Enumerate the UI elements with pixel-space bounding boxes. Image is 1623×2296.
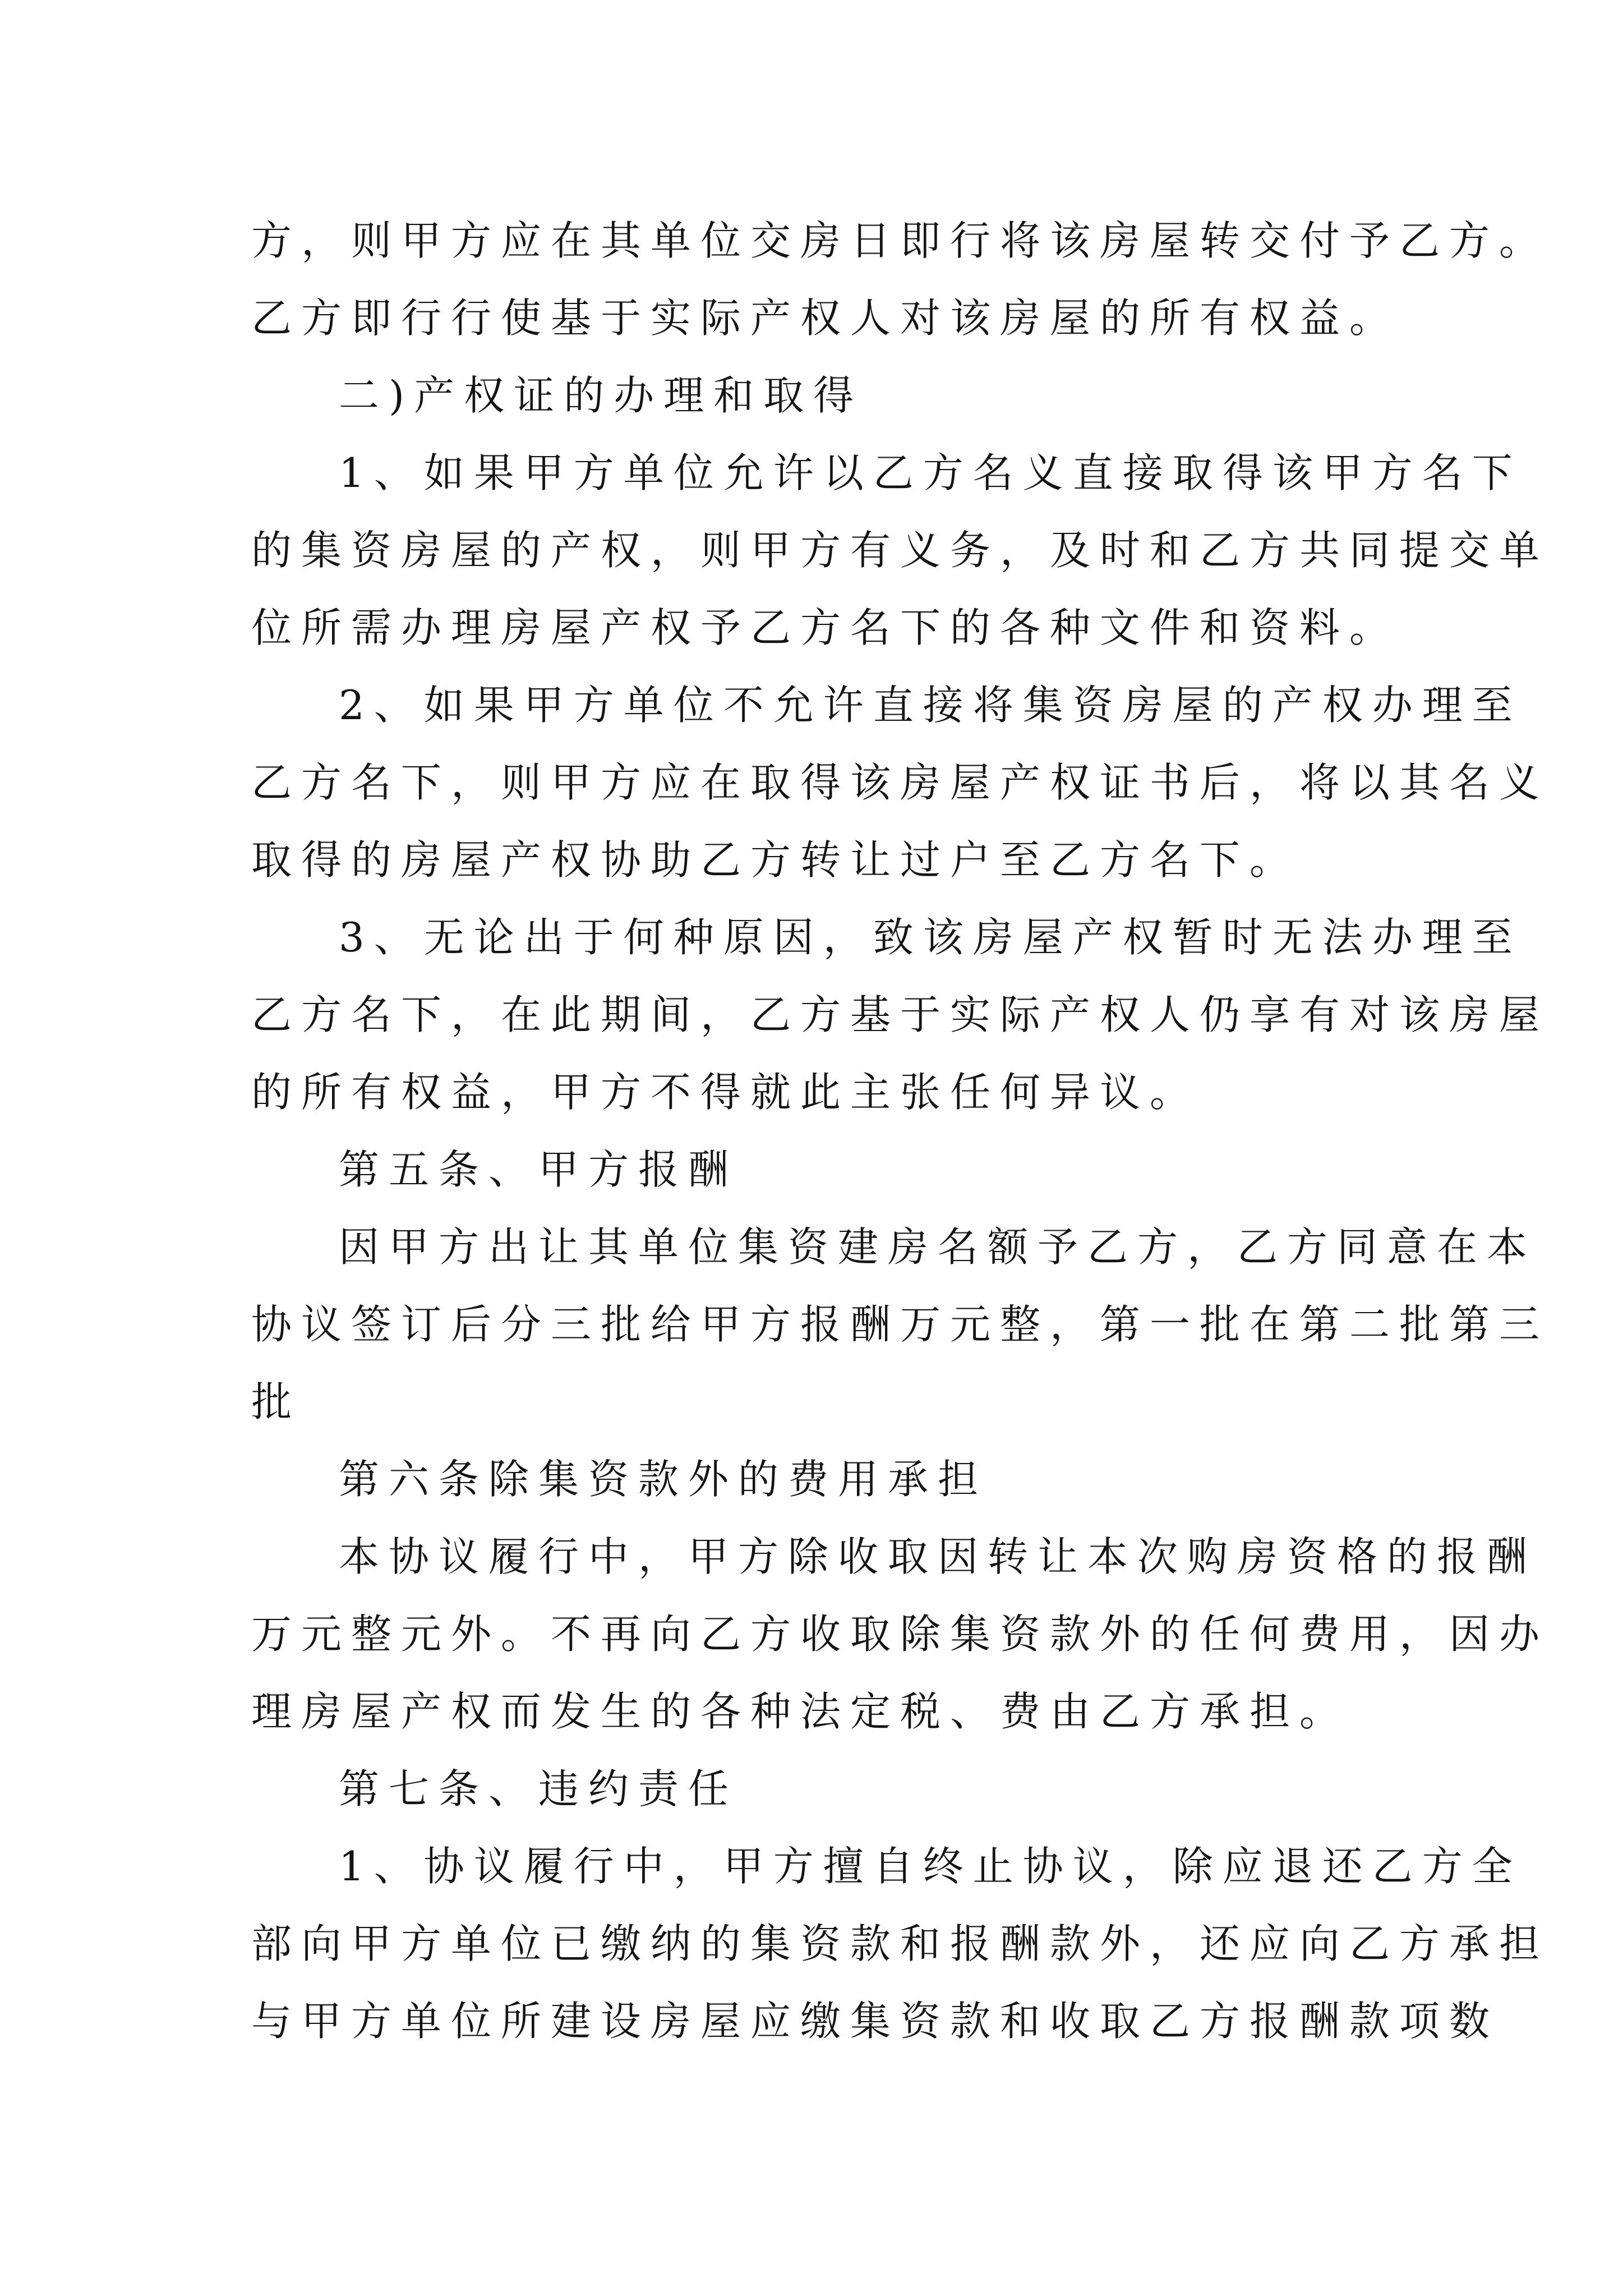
paragraph-line: 理房屋产权而发生的各种法定税、费由乙方承担。: [251, 1688, 1350, 1735]
paragraph-line: 的所有权益，甲方不得就此主张任何异议。: [251, 1069, 1200, 1116]
paragraph-line: 乙方名下，则甲方应在取得该房屋产权证书后，将以其名义: [251, 759, 1550, 806]
paragraph-line: 1、协议履行中，甲方擅自终止协议，除应退还乙方全: [339, 1843, 1522, 1890]
paragraph-line: 1、如果甲方单位允许以乙方名义直接取得该甲方名下: [339, 449, 1522, 496]
document-body: [251, 202, 1550, 2060]
section-heading: 二)产权证的办理和取得: [339, 372, 864, 419]
paragraph-line: 的集资房屋的产权，则甲方有义务，及时和乙方共同提交单: [251, 527, 1550, 574]
paragraph-line: 与甲方单位所建设房屋应缴集资款和收取乙方报酬款项数: [251, 1998, 1500, 2045]
paragraph-line: 乙方即行行使基于实际产权人对该房屋的所有权益。: [251, 295, 1400, 342]
paragraph-line: 位所需办理房屋产权予乙方名下的各种文件和资料。: [251, 604, 1400, 651]
paragraph-line: 批: [251, 1378, 302, 1425]
paragraph-line: 取得的房屋产权协助乙方转让过户至乙方名下。: [251, 836, 1300, 884]
paragraph-line: 部向甲方单位已缴纳的集资款和报酬款外，还应向乙方承担: [251, 1920, 1550, 1967]
article-heading: 第七条、违约责任: [339, 1765, 739, 1812]
article-heading: 第六条除集资款外的费用承担: [339, 1456, 988, 1503]
paragraph-line: 乙方名下，在此期间，乙方基于实际产权人仍享有对该房屋: [251, 991, 1550, 1038]
paragraph-line: 3、无论出于何种原因，致该房屋产权暂时无法办理至: [339, 914, 1522, 961]
paragraph-line: 方，则甲方应在其单位交房日即行将该房屋转交付予乙方。: [251, 217, 1550, 264]
paragraph-line: 协议签订后分三批给甲方报酬万元整，第一批在第二批第三: [251, 1301, 1550, 1348]
paragraph-line: 因甲方出让其单位集资建房名额予乙方，乙方同意在本: [339, 1223, 1537, 1271]
paragraph-line: 2、如果甲方单位不允许直接将集资房屋的产权办理至: [339, 682, 1522, 729]
article-heading: 第五条、甲方报酬: [339, 1146, 739, 1193]
paragraph-line: 万元整元外。不再向乙方收取除集资款外的任何费用，因办: [251, 1611, 1550, 1658]
paragraph-line: 本协议履行中，甲方除收取因转让本次购房资格的报酬: [339, 1533, 1537, 1580]
